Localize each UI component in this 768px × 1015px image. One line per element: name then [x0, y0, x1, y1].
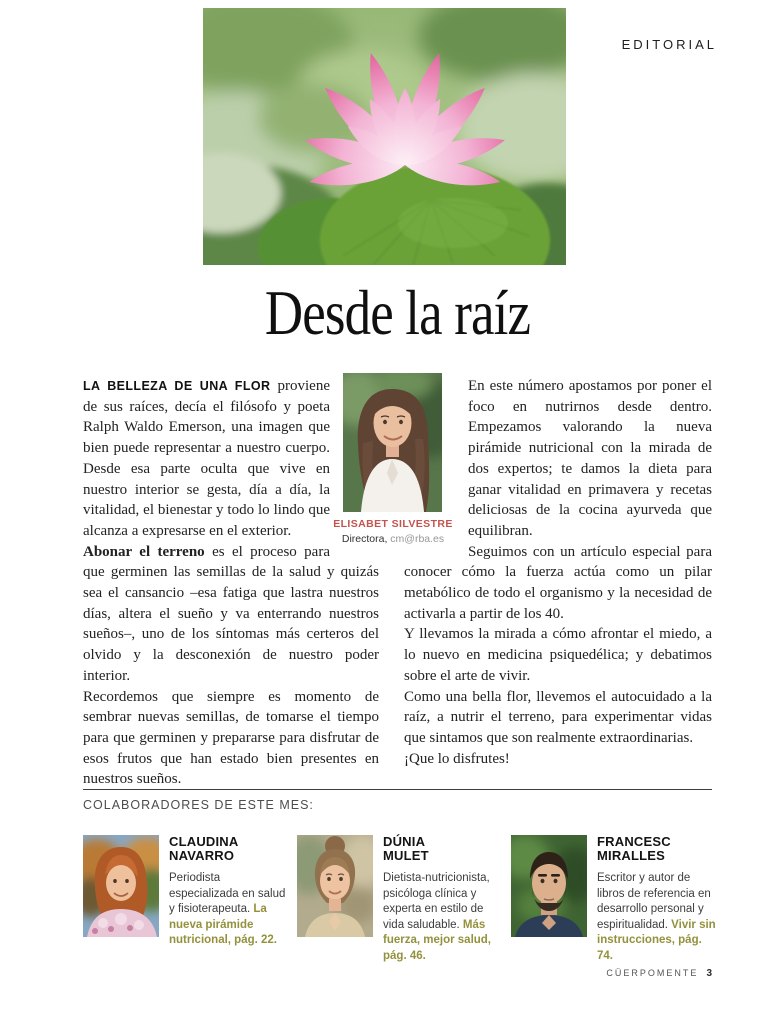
contributor-text: [169, 835, 291, 964]
contributor-bio: Periodista especializada en salud y fisioterapeuta. La nueva pirámide nutricional, pág. 22.: [169, 872, 286, 946]
contributor-name: DÚNIA MULET: [383, 834, 429, 863]
paragraph: Abonar el terreno es el proceso para que germinen las semillas de la salud y quizás sea el cansancio –esa fatiga que lastra nuestros días, altera el sueño y va enterrando nuestros sueños–, uno de los síntomas más certeros del olvido y la desconexión de nuestro poder interior.: [83, 543, 379, 684]
contributor-bio: Dietista-nutricionista, psicóloga clínica y experta en estilo de vida saludable. Más fuerza, mejor salud, pág. 46.: [383, 872, 492, 962]
article-column-left: [83, 376, 379, 790]
contributor-card: [511, 835, 725, 964]
bold-run: Abonar el terreno: [83, 543, 205, 560]
contributor-dunia-illustration: [297, 835, 373, 937]
contributor-name: CLAUDINA NAVARRO: [169, 834, 239, 863]
lead-in-phrase: LA BELLEZA DE UNA FLOR: [83, 379, 271, 393]
paragraph: Como una bella flor, llevemos el autocuidado a la raíz, a nutrir el terreno, para experimentar vidas que sintamos que son realmente extraordinarias.: [404, 688, 712, 746]
contributor-name: FRANCESC MIRALLES: [597, 834, 671, 863]
contributor-card: [297, 835, 511, 964]
contributors-heading: COLABORADORES DE ESTE MES:: [83, 798, 314, 812]
article-column-right: [404, 376, 712, 769]
lotus-photo-illustration: [203, 8, 566, 265]
contributor-photo: [511, 835, 587, 937]
magazine-brand: CÜERPOMENTE: [606, 968, 699, 978]
author-role-line: Directora, cm@rba.es: [341, 533, 445, 545]
section-label: EDITORIAL: [621, 37, 717, 52]
paragraph: En este número apostamos por poner el foco en nutrirnos desde dentro. Empezamos valorando la nueva pirámide nutricional con la mirada de dos expertos; te damos la dieta para ganar vitalidad en primavera y recetas deliciosas de la cocina ayurveda que equilibran.: [468, 378, 712, 539]
paragraph: LA BELLEZA DE UNA FLOR proviene de sus raíces, decía el filósofo y poeta Ralph Waldo Emerson, una imagen que bien puede representar a nuestro cuerpo. Desde esa parte oculta que vive en nuestro interior se gesta, día a día, la vitalidad, el bienestar y todo lo lindo que alcanza a expresarse en el exterior.: [83, 378, 330, 539]
director-portrait-photo: [343, 373, 442, 512]
page-footer: [606, 968, 712, 979]
contributor-bio: Escritor y autor de libros de referencia en desarrollo personal y espiritualidad. Vivir sin instrucciones, pág. 74.: [597, 872, 716, 962]
page-number: 3: [706, 968, 712, 979]
author-name: ELISABET SILVESTRE: [333, 518, 453, 530]
director-portrait-illustration: [343, 373, 442, 512]
article-page-reference: Más fuerza, mejor salud, pág. 46.: [383, 918, 492, 962]
page-title: Desde la raíz: [264, 278, 531, 348]
paragraph: Y llevamos la mirada a cómo afrontar el miedo, a lo nuevo en medicina psiquedélica; y debatimos sobre el arte de vivir.: [404, 626, 712, 684]
contributor-photo: [83, 835, 159, 937]
paragraph: ¡Que lo disfrutes!: [404, 750, 510, 767]
contributor-photo: [297, 835, 373, 937]
contributor-card: [83, 835, 297, 964]
article-page-reference: La nueva pirámide nutricional, pág. 22.: [169, 903, 277, 946]
contributor-claudina-illustration: [83, 835, 159, 937]
paragraph: Recordemos que siempre es momento de sembrar nuevas semillas, de tomarse el tiempo para que germinen y prepararse para disfrutar de esos frutos que han estado bien presentes en nuestros sueños.: [83, 688, 379, 788]
contributor-text: [597, 835, 719, 964]
section-divider: [83, 789, 712, 790]
contributor-text: [383, 835, 505, 964]
lotus-photo: [203, 8, 566, 265]
contributors-row: [83, 835, 723, 964]
contributor-francesc-illustration: [511, 835, 587, 937]
article-page-reference: Vivir sin instrucciones, pág. 74.: [597, 918, 716, 962]
portrait-caption: [318, 518, 468, 545]
paragraph: Seguimos con un artículo especial para conocer cómo la fuerza actúa como un pilar metabólico de todo el organismo y la necesidad de activarla a partir de los 40.: [404, 543, 712, 622]
author-email: cm@rba.es: [390, 533, 445, 545]
